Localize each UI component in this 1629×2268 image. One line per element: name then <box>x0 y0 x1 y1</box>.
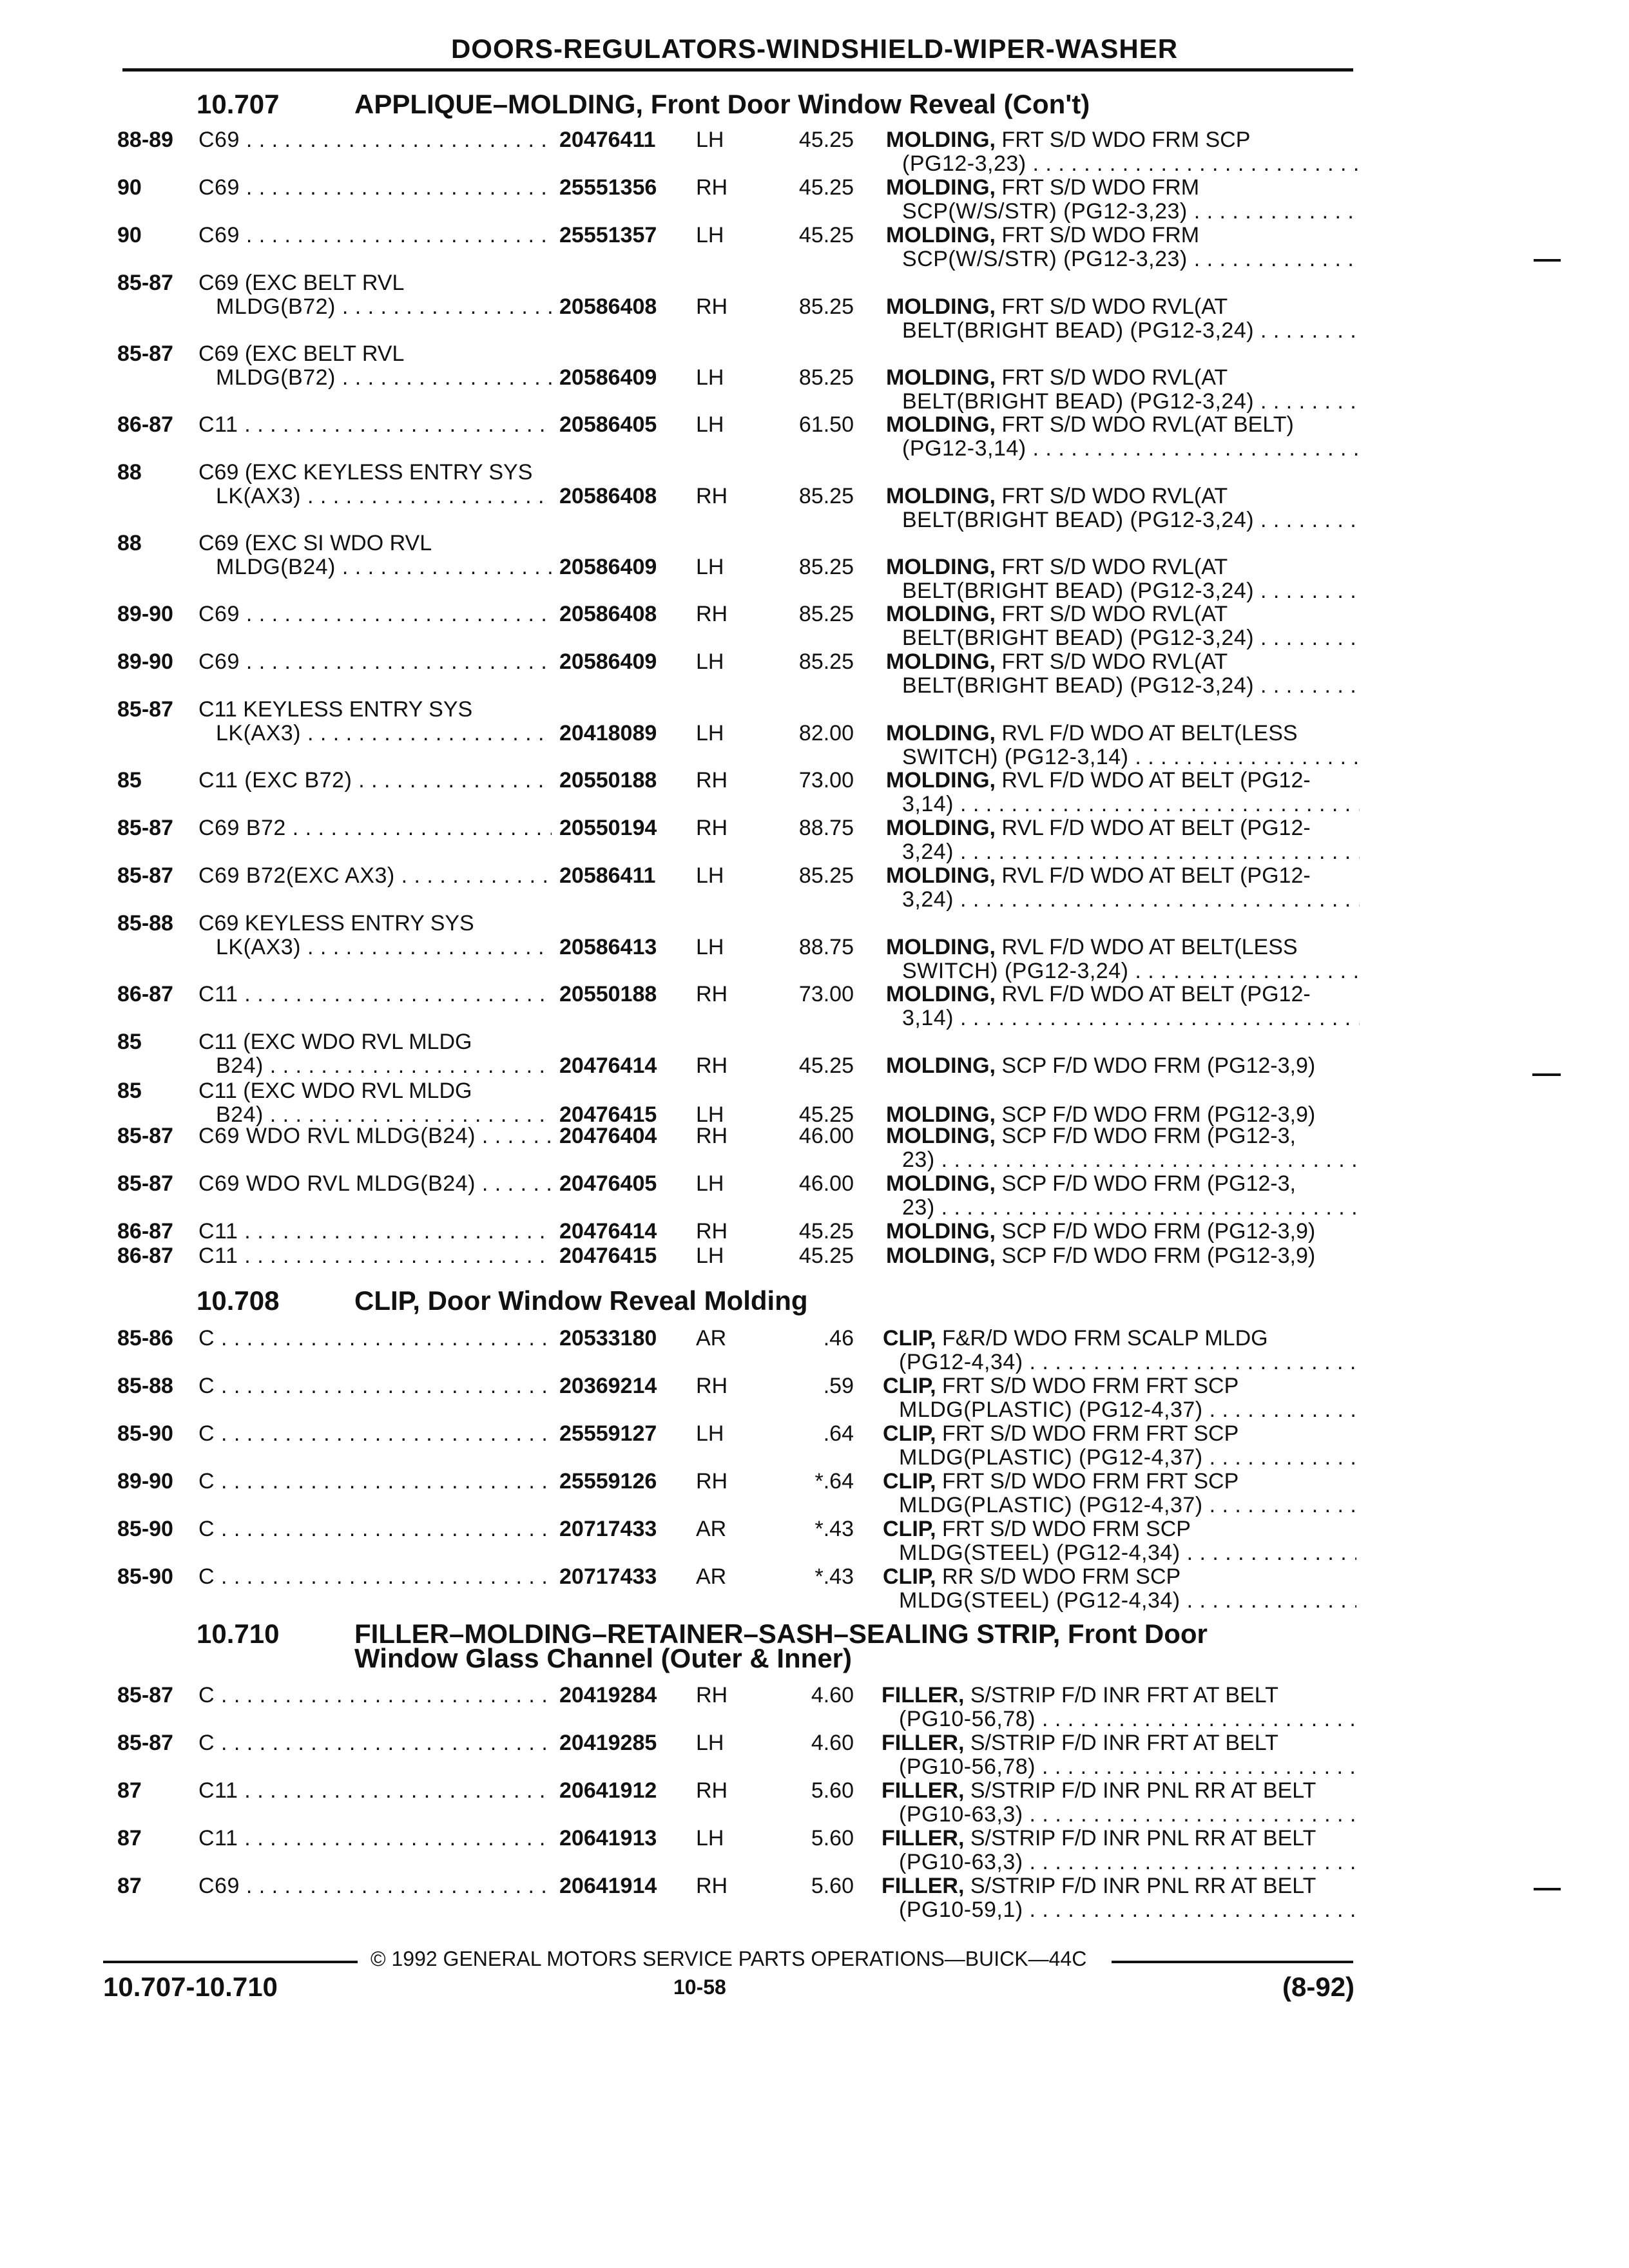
year-cell: 85-87 <box>117 697 173 722</box>
part-number-cell: 20476414 <box>559 1053 657 1078</box>
part-number-cell: 20476411 <box>559 128 656 152</box>
price-cell: 73.00 <box>798 768 854 793</box>
year-cell: 85 <box>117 1030 142 1054</box>
side-cell: RH <box>696 1124 728 1148</box>
part-name-continued-cell: (PG12-4,34) . . . <box>899 1350 1356 1375</box>
part-number-cell: 20418089 <box>559 721 657 745</box>
description-cell: C69 . . . <box>198 128 552 153</box>
table-row <box>0 175 1629 224</box>
part-number-cell: 20586409 <box>559 649 657 674</box>
description-cell: C11 . . . <box>198 412 552 437</box>
description-cell: C69 . . . <box>198 649 552 675</box>
part-name-continued-cell: 23) . . . <box>902 1195 1360 1220</box>
description-cell: LK(AX3) . . . <box>216 721 552 746</box>
side-cell: RH <box>696 484 728 508</box>
side-cell: LH <box>696 412 724 437</box>
description-cell: C69 B72 . . . <box>198 816 552 841</box>
description-cell: C11 . . . <box>198 1778 552 1803</box>
table-row <box>0 128 1629 176</box>
table-row <box>0 1244 1629 1289</box>
part-name-cell: MOLDING, RVL F/D WDO AT BELT(LESS <box>886 935 1298 959</box>
part-name-continued-cell: (PG10-56,78) . . . <box>899 1707 1356 1732</box>
side-cell: RH <box>696 294 728 319</box>
description-cell: MLDG(B72) . . . <box>216 365 552 390</box>
table-row <box>0 223 1629 271</box>
price-cell: 5.60 <box>811 1826 854 1850</box>
part-name-cell: CLIP, RR S/D WDO FRM SCP <box>883 1564 1181 1589</box>
part-name-cell: FILLER, S/STRIP F/D INR FRT AT BELT <box>882 1683 1278 1707</box>
price-cell: 85.25 <box>798 555 854 579</box>
table-row <box>0 1171 1629 1220</box>
side-cell: LH <box>696 1421 724 1446</box>
table-row <box>0 1030 1629 1078</box>
year-cell: 85-87 <box>117 271 173 295</box>
table-row <box>0 412 1629 461</box>
year-cell: 90 <box>117 175 142 200</box>
part-name-continued-cell: SWITCH) (PG12-3,14) . . . <box>902 745 1360 770</box>
part-name-cell: FILLER, S/STRIP F/D INR PNL RR AT BELT <box>882 1778 1316 1803</box>
year-cell: 85-87 <box>117 341 173 366</box>
section-title: CLIP, Door Window Reveal Molding <box>354 1285 808 1316</box>
year-cell: 85-90 <box>117 1564 173 1589</box>
part-number-cell: 20476414 <box>559 1219 657 1244</box>
part-name-cell: FILLER, S/STRIP F/D INR PNL RR AT BELT <box>882 1874 1316 1898</box>
part-number-cell: 20586405 <box>559 412 657 437</box>
table-row <box>0 863 1629 912</box>
part-name-cell: MOLDING, SCP F/D WDO FRM (PG12-3, <box>886 1171 1296 1196</box>
price-cell: *.64 <box>815 1469 854 1494</box>
table-row <box>0 1874 1629 1922</box>
description-cell: C . . . <box>198 1731 552 1756</box>
description-cell: C69 . . . <box>198 602 552 627</box>
part-name-continued-cell: 3,14) . . . <box>902 792 1360 817</box>
part-name-continued-cell: BELT(BRIGHT BEAD) (PG12-3,24) . . . <box>902 508 1360 533</box>
part-number-cell: 20369214 <box>559 1374 657 1398</box>
table-row <box>0 768 1629 816</box>
model-cell: C69 (EXC KEYLESS ENTRY SYS <box>198 460 533 485</box>
table-row <box>0 602 1629 650</box>
year-cell: 88-89 <box>117 128 173 152</box>
table-row <box>0 1421 1629 1470</box>
part-name-continued-cell: BELT(BRIGHT BEAD) (PG12-3,24) . . . <box>902 673 1360 698</box>
table-row <box>0 271 1629 343</box>
part-name-continued-cell: BELT(BRIGHT BEAD) (PG12-3,24) . . . <box>902 318 1360 343</box>
description-cell: C . . . <box>198 1683 552 1708</box>
part-name-continued-cell: MLDG(PLASTIC) (PG12-4,37) . . . <box>899 1493 1356 1518</box>
section-number: 10.710 <box>197 1619 280 1649</box>
part-name-cell: MOLDING, RVL F/D WDO AT BELT (PG12- <box>886 863 1311 888</box>
table-row <box>0 341 1629 414</box>
year-cell: 87 <box>117 1778 142 1803</box>
section-range-code: 10.707-10.710 <box>103 1972 278 2002</box>
footer-rule-right <box>1112 1961 1353 1963</box>
side-cell: LH <box>696 555 724 579</box>
part-name-cell: CLIP, F&R/D WDO FRM SCALP MLDG <box>883 1326 1268 1350</box>
price-cell: 5.60 <box>811 1778 854 1803</box>
part-name-cell: MOLDING, SCP F/D WDO FRM (PG12-3,9) <box>886 1102 1316 1127</box>
part-name-continued-cell: MLDG(STEEL) (PG12-4,34) . . . <box>899 1588 1356 1613</box>
header-rule <box>122 68 1353 72</box>
part-number-cell: 25559127 <box>559 1421 657 1446</box>
description-cell: C . . . <box>198 1469 552 1494</box>
side-cell: LH <box>696 365 724 390</box>
part-name-cell: MOLDING, RVL F/D WDO AT BELT (PG12- <box>886 816 1311 840</box>
year-cell: 90 <box>117 223 142 247</box>
side-cell: LH <box>696 649 724 674</box>
year-cell: 89-90 <box>117 602 173 626</box>
side-cell: LH <box>696 863 724 888</box>
year-cell: 89-90 <box>117 1469 173 1494</box>
part-name-cell: MOLDING, RVL F/D WDO AT BELT (PG12- <box>886 982 1311 1006</box>
part-name-continued-cell: BELT(BRIGHT BEAD) (PG12-3,24) . . . <box>902 626 1360 651</box>
side-cell: LH <box>696 128 724 152</box>
table-row <box>0 1564 1629 1613</box>
side-cell: RH <box>696 768 728 793</box>
price-cell: 82.00 <box>798 721 854 745</box>
price-cell: 5.60 <box>811 1874 854 1898</box>
price-cell: 45.25 <box>798 223 854 247</box>
price-cell: 45.25 <box>798 128 854 152</box>
footer-rule-left <box>103 1961 358 1963</box>
part-name-cell: MOLDING, FRT S/D WDO RVL(AT <box>886 649 1228 674</box>
model-cell: C69 (EXC SI WDO RVL <box>198 531 432 555</box>
model-cell: C11 KEYLESS ENTRY SYS <box>198 697 473 722</box>
part-number-cell: 20586411 <box>559 863 656 888</box>
part-number-cell: 20419284 <box>559 1683 657 1707</box>
year-cell: 85-87 <box>117 1731 173 1755</box>
side-cell: LH <box>696 1244 724 1268</box>
price-cell: 88.75 <box>798 935 854 959</box>
description-cell: C11 . . . <box>198 982 552 1007</box>
description-cell: C69 WDO RVL MLDG(B24) . . . <box>198 1171 552 1196</box>
part-number-cell: 20586409 <box>559 555 657 579</box>
price-cell: 73.00 <box>798 982 854 1006</box>
part-name-continued-cell: 3,14) . . . <box>902 1006 1360 1031</box>
price-cell: 4.60 <box>811 1683 854 1707</box>
table-row <box>0 1326 1629 1374</box>
side-cell: AR <box>696 1517 727 1541</box>
side-cell: RH <box>696 982 728 1006</box>
part-number-cell: 20717433 <box>559 1564 657 1589</box>
part-number-cell: 20586408 <box>559 602 657 626</box>
part-name-cell: FILLER, S/STRIP F/D INR PNL RR AT BELT <box>882 1826 1316 1850</box>
description-cell: C . . . <box>198 1374 552 1399</box>
part-number-cell: 20550188 <box>559 982 657 1006</box>
description-cell: C69 . . . <box>198 223 552 248</box>
price-cell: .64 <box>823 1421 854 1446</box>
side-cell: LH <box>696 935 724 959</box>
side-cell: RH <box>696 175 728 200</box>
part-number-cell: 20476404 <box>559 1124 657 1148</box>
price-cell: 85.25 <box>798 365 854 390</box>
section-title-continued: Window Glass Channel (Outer & Inner) <box>354 1643 853 1673</box>
section-title: APPLIQUE–MOLDING, Front Door Window Reveal (Con't) <box>354 89 1090 119</box>
side-cell: LH <box>696 721 724 745</box>
price-cell: 85.25 <box>798 602 854 626</box>
part-name-continued-cell: MLDG(STEEL) (PG12-4,34) . . . <box>899 1541 1356 1566</box>
section-title: FILLER–MOLDING–RETAINER–SASH–SEALING STRIP, Front Door <box>354 1619 1208 1649</box>
margin-mark <box>1532 1073 1561 1076</box>
model-cell: C11 (EXC WDO RVL MLDG <box>198 1030 472 1054</box>
part-name-cell: MOLDING, FRT S/D WDO FRM <box>886 223 1200 247</box>
part-number-cell: 25551357 <box>559 223 657 247</box>
part-number-cell: 20476405 <box>559 1171 657 1196</box>
description-cell: C69 B72(EXC AX3) . . . <box>198 863 552 889</box>
part-name-cell: CLIP, FRT S/D WDO FRM FRT SCP <box>883 1469 1239 1494</box>
part-name-cell: MOLDING, FRT S/D WDO RVL(AT BELT) <box>886 412 1294 437</box>
price-cell: 46.00 <box>798 1171 854 1196</box>
description-cell: C69 . . . <box>198 175 552 200</box>
price-cell: 88.75 <box>798 816 854 840</box>
side-cell: LH <box>696 223 724 247</box>
part-number-cell: 20586413 <box>559 935 657 959</box>
part-name-cell: MOLDING, FRT S/D WDO RVL(AT <box>886 365 1228 390</box>
description-cell: C11 . . . <box>198 1219 552 1244</box>
description-cell: B24) . . . <box>216 1102 552 1128</box>
year-cell: 85-86 <box>117 1326 173 1350</box>
price-cell: 45.25 <box>798 1053 854 1078</box>
description-cell: MLDG(B72) . . . <box>216 294 552 320</box>
description-cell: C69 . . . <box>198 1874 552 1899</box>
part-number-cell: 20586408 <box>559 484 657 508</box>
part-name-continued-cell: 23) . . . <box>902 1148 1360 1173</box>
part-name-cell: MOLDING, RVL F/D WDO AT BELT(LESS <box>886 721 1298 745</box>
part-number-cell: 20717433 <box>559 1517 657 1541</box>
year-cell: 85-87 <box>117 1683 173 1707</box>
table-row <box>0 1517 1629 1565</box>
side-cell: RH <box>696 1219 728 1244</box>
part-name-cell: MOLDING, FRT S/D WDO RVL(AT <box>886 484 1228 508</box>
description-cell: C11 (EXC B72) . . . <box>198 768 552 793</box>
year-cell: 85-87 <box>117 1124 173 1148</box>
price-cell: 85.25 <box>798 863 854 888</box>
part-number-cell: 20476415 <box>559 1102 657 1127</box>
page-number: 10-58 <box>673 1975 726 1999</box>
description-cell: C . . . <box>198 1564 552 1590</box>
year-cell: 88 <box>117 531 142 555</box>
side-cell: RH <box>696 1683 728 1707</box>
price-cell: *.43 <box>815 1564 854 1589</box>
part-name-cell: MOLDING, SCP F/D WDO FRM (PG12-3,9) <box>886 1244 1316 1268</box>
part-name-continued-cell: SCP(W/S/STR) (PG12-3,23) . . . <box>902 247 1360 272</box>
year-cell: 86-87 <box>117 982 173 1006</box>
side-cell: RH <box>696 1374 728 1398</box>
table-row <box>0 1374 1629 1422</box>
description-cell: C . . . <box>198 1326 552 1351</box>
description-cell: C . . . <box>198 1421 552 1446</box>
year-cell: 89-90 <box>117 649 173 674</box>
part-name-cell: MOLDING, FRT S/D WDO FRM <box>886 175 1200 200</box>
side-cell: RH <box>696 602 728 626</box>
description-cell: C11 . . . <box>198 1244 552 1269</box>
table-row <box>0 816 1629 864</box>
side-cell: RH <box>696 1778 728 1803</box>
section-number: 10.708 <box>197 1285 280 1316</box>
side-cell: AR <box>696 1564 727 1589</box>
table-row <box>0 697 1629 769</box>
price-cell: .59 <box>823 1374 854 1398</box>
table-row <box>0 1683 1629 1731</box>
year-cell: 85 <box>117 768 142 793</box>
table-row <box>0 1079 1629 1127</box>
part-name-continued-cell: (PG10-63,3) . . . <box>899 1850 1356 1875</box>
part-name-cell: MOLDING, FRT S/D WDO FRM SCP <box>886 128 1251 152</box>
description-cell: B24) . . . <box>216 1053 552 1079</box>
table-row <box>0 460 1629 532</box>
side-cell: LH <box>696 1826 724 1850</box>
part-number-cell: 20586409 <box>559 365 657 390</box>
model-cell: C11 (EXC WDO RVL MLDG <box>198 1079 472 1103</box>
table-row <box>0 1731 1629 1779</box>
part-name-cell: MOLDING, SCP F/D WDO FRM (PG12-3,9) <box>886 1053 1316 1078</box>
table-row <box>0 1826 1629 1874</box>
part-name-continued-cell: 3,24) . . . <box>902 840 1360 865</box>
table-row <box>0 649 1629 698</box>
part-number-cell: 20476415 <box>559 1244 657 1268</box>
part-number-cell: 20533180 <box>559 1326 657 1350</box>
margin-mark <box>1534 1888 1561 1890</box>
part-name-continued-cell: (PG12-3,23) . . . <box>902 151 1360 177</box>
year-cell: 86-87 <box>117 1219 173 1244</box>
year-cell: 85-90 <box>117 1517 173 1541</box>
price-cell: *.43 <box>815 1517 854 1541</box>
part-number-cell: 20641913 <box>559 1826 657 1850</box>
description-cell: C . . . <box>198 1517 552 1542</box>
year-cell: 86-87 <box>117 412 173 437</box>
side-cell: LH <box>696 1731 724 1755</box>
margin-mark <box>1534 259 1561 262</box>
price-cell: 45.25 <box>798 175 854 200</box>
table-row <box>0 1778 1629 1827</box>
part-name-cell: CLIP, FRT S/D WDO FRM FRT SCP <box>883 1374 1239 1398</box>
model-cell: C69 (EXC BELT RVL <box>198 271 405 295</box>
part-name-cell: MOLDING, SCP F/D WDO FRM (PG12-3,9) <box>886 1219 1316 1244</box>
part-name-cell: MOLDING, FRT S/D WDO RVL(AT <box>886 294 1228 319</box>
price-cell: 85.25 <box>798 294 854 319</box>
part-name-continued-cell: BELT(BRIGHT BEAD) (PG12-3,24) . . . <box>902 389 1360 414</box>
part-name-continued-cell: MLDG(PLASTIC) (PG12-4,37) . . . <box>899 1445 1356 1470</box>
part-name-cell: CLIP, FRT S/D WDO FRM SCP <box>883 1517 1191 1541</box>
price-cell: 85.25 <box>798 484 854 508</box>
part-name-continued-cell: (PG10-63,3) . . . <box>899 1802 1356 1827</box>
part-number-cell: 20641912 <box>559 1778 657 1803</box>
year-cell: 88 <box>117 460 142 485</box>
year-cell: 85-87 <box>117 816 173 840</box>
year-cell: 85 <box>117 1079 142 1103</box>
part-number-cell: 20586408 <box>559 294 657 319</box>
price-cell: 45.25 <box>798 1102 854 1127</box>
side-cell: RH <box>696 1053 728 1078</box>
part-name-continued-cell: SCP(W/S/STR) (PG12-3,23) . . . <box>902 199 1360 224</box>
year-cell: 87 <box>117 1826 142 1850</box>
part-name-continued-cell: (PG10-56,78) . . . <box>899 1754 1356 1780</box>
price-cell: 85.25 <box>798 649 854 674</box>
part-name-continued-cell: BELT(BRIGHT BEAD) (PG12-3,24) . . . <box>902 579 1360 604</box>
side-cell: RH <box>696 1469 728 1494</box>
page-title: DOORS-REGULATORS-WINDSHIELD-WIPER-WASHER <box>450 34 1179 64</box>
description-cell: MLDG(B24) . . . <box>216 555 552 580</box>
revision-date: (8-92) <box>1282 1972 1355 2002</box>
side-cell: RH <box>696 816 728 840</box>
part-number-cell: 20419285 <box>559 1731 657 1755</box>
part-number-cell: 20641914 <box>559 1874 657 1898</box>
model-cell: C69 KEYLESS ENTRY SYS <box>198 911 474 936</box>
table-row <box>0 531 1629 603</box>
year-cell: 87 <box>117 1874 142 1898</box>
price-cell: 45.25 <box>798 1244 854 1268</box>
part-name-continued-cell: (PG12-3,14) . . . <box>902 436 1360 461</box>
model-cell: C69 (EXC BELT RVL <box>198 341 405 366</box>
year-cell: 85-87 <box>117 863 173 888</box>
year-cell: 85-88 <box>117 911 173 936</box>
table-row <box>0 982 1629 1030</box>
part-number-cell: 20550188 <box>559 768 657 793</box>
side-cell: LH <box>696 1171 724 1196</box>
part-name-continued-cell: 3,24) . . . <box>902 887 1360 912</box>
part-number-cell: 25559126 <box>559 1469 657 1494</box>
table-row <box>0 911 1629 983</box>
description-cell: LK(AX3) . . . <box>216 484 552 509</box>
description-cell: C11 . . . <box>198 1826 552 1851</box>
description-cell: C69 WDO RVL MLDG(B24) . . . <box>198 1124 552 1149</box>
part-name-cell: CLIP, FRT S/D WDO FRM FRT SCP <box>883 1421 1239 1446</box>
description-cell: LK(AX3) . . . <box>216 935 552 960</box>
year-cell: 85-87 <box>117 1171 173 1196</box>
price-cell: 45.25 <box>798 1219 854 1244</box>
part-name-cell: FILLER, S/STRIP F/D INR FRT AT BELT <box>882 1731 1278 1755</box>
side-cell: AR <box>696 1326 727 1350</box>
year-cell: 86-87 <box>117 1244 173 1268</box>
copyright-notice: © 1992 GENERAL MOTORS SERVICE PARTS OPERATIONS—BUICK—44C <box>371 1947 1087 1970</box>
table-row <box>0 1469 1629 1517</box>
price-cell: 46.00 <box>798 1124 854 1148</box>
part-number-cell: 20550194 <box>559 816 657 840</box>
price-cell: .46 <box>823 1326 854 1350</box>
year-cell: 85-88 <box>117 1374 173 1398</box>
part-number-cell: 25551356 <box>559 175 657 200</box>
price-cell: 61.50 <box>798 412 854 437</box>
table-row <box>0 1124 1629 1172</box>
part-name-cell: MOLDING, FRT S/D WDO RVL(AT <box>886 555 1228 579</box>
part-name-cell: MOLDING, SCP F/D WDO FRM (PG12-3, <box>886 1124 1296 1148</box>
side-cell: LH <box>696 1102 724 1127</box>
side-cell: RH <box>696 1874 728 1898</box>
section-number: 10.707 <box>197 89 280 119</box>
part-name-cell: MOLDING, RVL F/D WDO AT BELT (PG12- <box>886 768 1311 793</box>
part-name-continued-cell: MLDG(PLASTIC) (PG12-4,37) . . . <box>899 1398 1356 1423</box>
part-name-continued-cell: (PG10-59,1) . . . <box>899 1898 1356 1923</box>
part-name-continued-cell: SWITCH) (PG12-3,24) . . . <box>902 959 1360 984</box>
price-cell: 4.60 <box>811 1731 854 1755</box>
year-cell: 85-90 <box>117 1421 173 1446</box>
part-name-cell: MOLDING, FRT S/D WDO RVL(AT <box>886 602 1228 626</box>
